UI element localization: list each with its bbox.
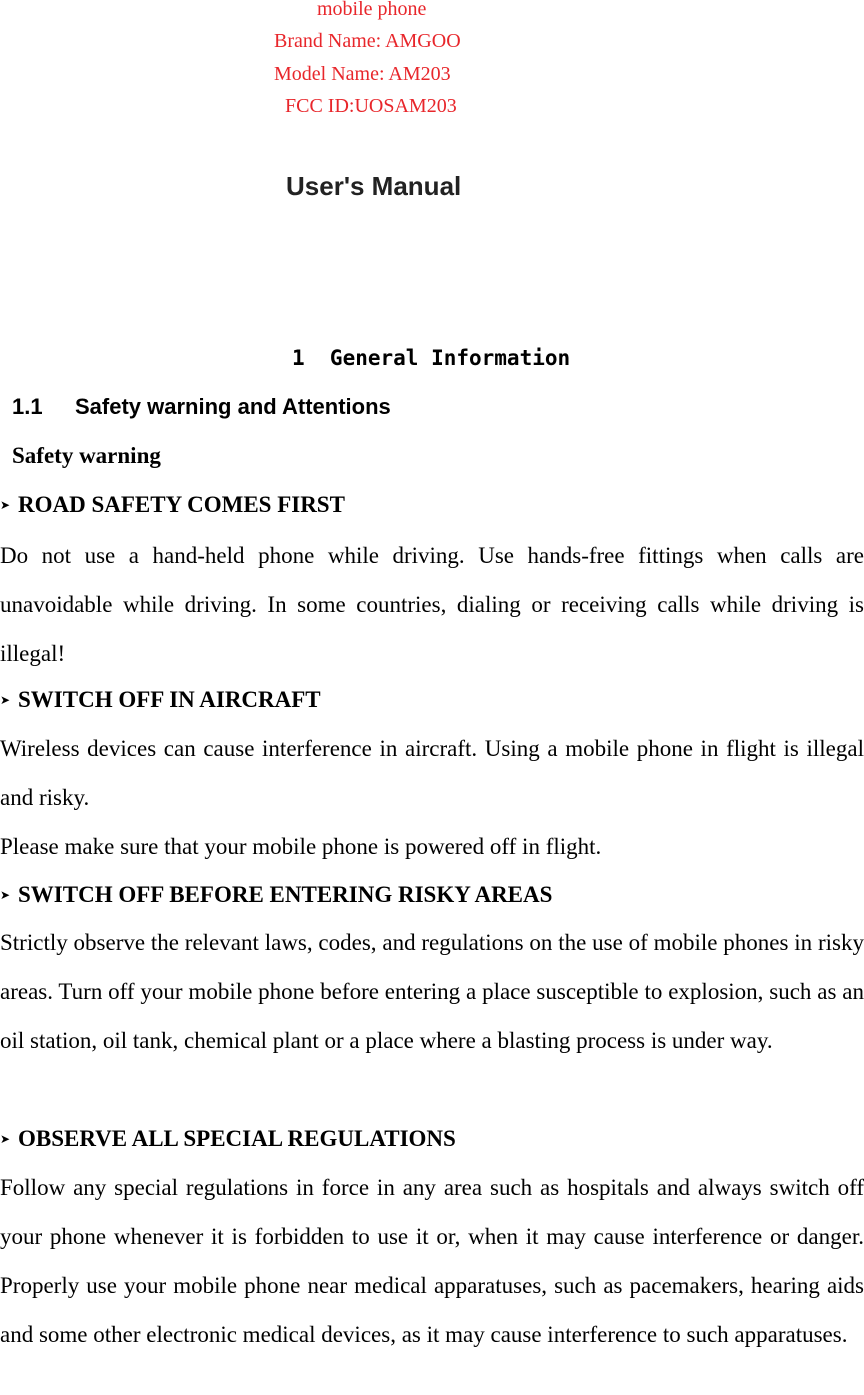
warning-paragraph: Do not use a hand-held phone while driving. Use hands-free fittings when calls are unavoidable while driving. In some countries, dialing or receiving calls while driving is illegal! [0, 543, 864, 666]
brand-name: Brand Name: AMGOO [274, 30, 461, 52]
product-type: mobile phone [317, 0, 427, 20]
section-heading [12, 393, 391, 421]
arrow-bullet-icon: ➤ [0, 888, 11, 902]
warning-paragraph: Follow any special regulations in force in any area such as hospitals and always switch off your phone whenever it is forbidden to use it or, when it may cause interference or danger. Properly use your mobile phone near medical apparatuses, such as pacemakers, hearing aids and some other electronic medical devices, as it may cause interference to such apparatuses. [0, 1175, 864, 1347]
subsection-heading: Safety warning [12, 443, 161, 468]
page-title: User's Manual [286, 171, 462, 201]
arrow-bullet-icon: ➤ [0, 1132, 11, 1146]
section-number: 1.1 [12, 394, 43, 419]
model-name: Model Name: AM203 [274, 63, 451, 85]
warning-heading: ➤ ROAD SAFETY COMES FIRST [0, 492, 345, 517]
warning-heading: ➤ SWITCH OFF BEFORE ENTERING RISKY AREAS [0, 882, 553, 907]
arrow-bullet-icon: ➤ [0, 498, 11, 512]
chapter-heading: 1 General Information [292, 346, 571, 370]
fcc-id: FCC ID:UOSAM203 [285, 95, 457, 117]
warning-heading: ➤ OBSERVE ALL SPECIAL REGULATIONS [0, 1126, 456, 1151]
warning-paragraph: Please make sure that your mobile phone is powered off in flight. [0, 834, 602, 859]
warning-paragraph: Strictly observe the relevant laws, codes, and regulations on the use of mobile phones in risky areas. Turn off your mobile phone before entering a place susceptible to explosion, such as an oil station, oil tank, chemical plant or a place where a blasting process is under way. [0, 930, 864, 1053]
warning-paragraph: Wireless devices can cause interference in aircraft. Using a mobile phone in flight is illegal and risky. [0, 736, 864, 810]
warning-heading: ➤ SWITCH OFF IN AIRCRAFT [0, 687, 321, 712]
arrow-bullet-icon: ➤ [0, 693, 11, 707]
section-title: Safety warning and Attentions [75, 394, 391, 419]
